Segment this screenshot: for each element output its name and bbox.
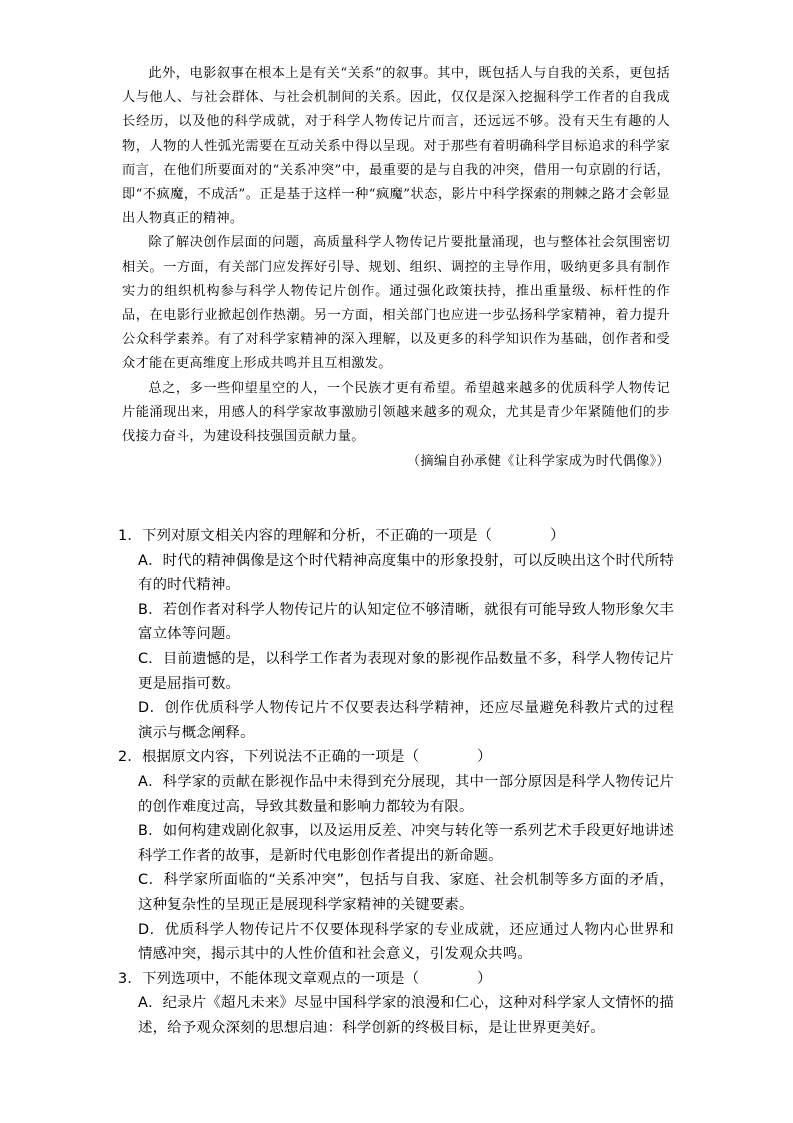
option-a: A．时代的精神偶像是这个时代精神高度集中的形象投射，可以反映出这个时代所特有的时代精神。	[138, 552, 674, 594]
reading-passage	[122, 62, 670, 474]
option-b: B．如何构建戏剧化叙事，以及运用反差、冲突与转化等一系列艺术手段更好地讲述科学工作者的故事，是新时代电影创作者提出的新命题。	[138, 823, 674, 864]
passage-source: （摘编自孙承健《让科学家成为时代偶像》）	[406, 454, 670, 470]
option-a: A．科学家的贡献在影视作品中未得到充分展现，其中一部分原因是科学人物传记片的创作难度过高，导致其数量和影响力都较为有限。	[138, 773, 674, 815]
passage-paragraph: 除了解决创作层面的问题，高质量科学人物传记片要批量涌现，也与整体社会氛围密切相关。一方面，有关部门应发挥好引导、规划、组织、调控的主导作用，吸纳更多具有制作实力的组织机构参与科学人物传记片创作。通过强化政策扶持，推出重量级、标杆性的作品，在电影行业掀起创作热潮。另一方面，相关部门也应进一步弘扬科学家精神，着力提升公众科学素养。有了对科学家精神的深入理解，以及更多的科学知识作为基础，创作者和受众才能在更高维度上形成共鸣并且互相激发。	[122, 235, 670, 372]
option-d: D．创作优质科学人物传记片不仅要表达科学精神，还应尽量避免科教片式的过程演示与概念阐释。	[138, 700, 674, 741]
question-3	[118, 967, 674, 1041]
option-d: D．优质科学人物传记片不仅要体现科学家的专业成就，还应通过人物内心世界和情感冲突，揭示其中的人性价值和社会意义，引发观众共鸣。	[138, 921, 674, 963]
question-list	[118, 524, 674, 1040]
question-2	[118, 745, 674, 966]
option-a: A．纪录片《超凡未来》尽显中国科学家的浪漫和仁心，这种对科学家人文情怀的描述，给予观众深刻的思想启迪：科学创新的终极目标，是让世界更美好。	[138, 995, 674, 1036]
question-stem: 1．下列对原文相关内容的理解和分析，不正确的一项是（ ）	[118, 528, 565, 544]
question-stem: 2．根据原文内容，下列说法不正确的一项是（ ）	[118, 749, 492, 766]
option-b: B．若创作者对科学人物传记片的认知定位不够清晰，就很有可能导致人物形象欠丰富立体等问题。	[138, 601, 674, 643]
passage-paragraph: 总之，多一些仰望星空的人，一个民族才更有希望。希望越来越多的优质科学人物传记片能涌现出来，用感人的科学家故事激励引领越来越多的观众，尤其是青少年紧随他们的步伐接力奋斗，为建设科技强国贡献力量。	[122, 380, 670, 445]
question-stem: 3．下列选项中，不能体现文章观点的一项是（ ）	[118, 970, 492, 987]
passage-paragraph: 此外，电影叙事在根本上是有关“关系”的叙事。其中，既包括人与自我的关系，更包括人与他人、与社会群体、与社会机制间的关系。因此，仅仅是深入挖掘科学工作者的自我成长经历，以及他的科学成就，对于科学人物传记片而言，还远远不够。没有天生有趣的人物，人物的人性弧光需要在互动关系中得以呈现。对于那些有着明确科学目标追求的科学家而言，在他们所要面对的“关系冲突”中，最重要的是与自我的冲突，借用一句京剧的行话，即“不疯魔，不成活”。正是基于这样一种“疯魔”状态，影片中科学探索的荆棘之路才会彰显出人物真正的精神。	[122, 66, 670, 227]
question-1	[118, 524, 674, 745]
option-c: C．科学家所面临的“关系冲突”，包括与自我、家庭、社会机制等多方面的矛盾，这种复杂性的呈现正是展现科学家精神的关键要素。	[138, 872, 674, 913]
option-c: C．目前遗憾的是，以科学工作者为表现对象的影视作品数量不多，科学人物传记片更是屈指可数。	[138, 650, 674, 692]
